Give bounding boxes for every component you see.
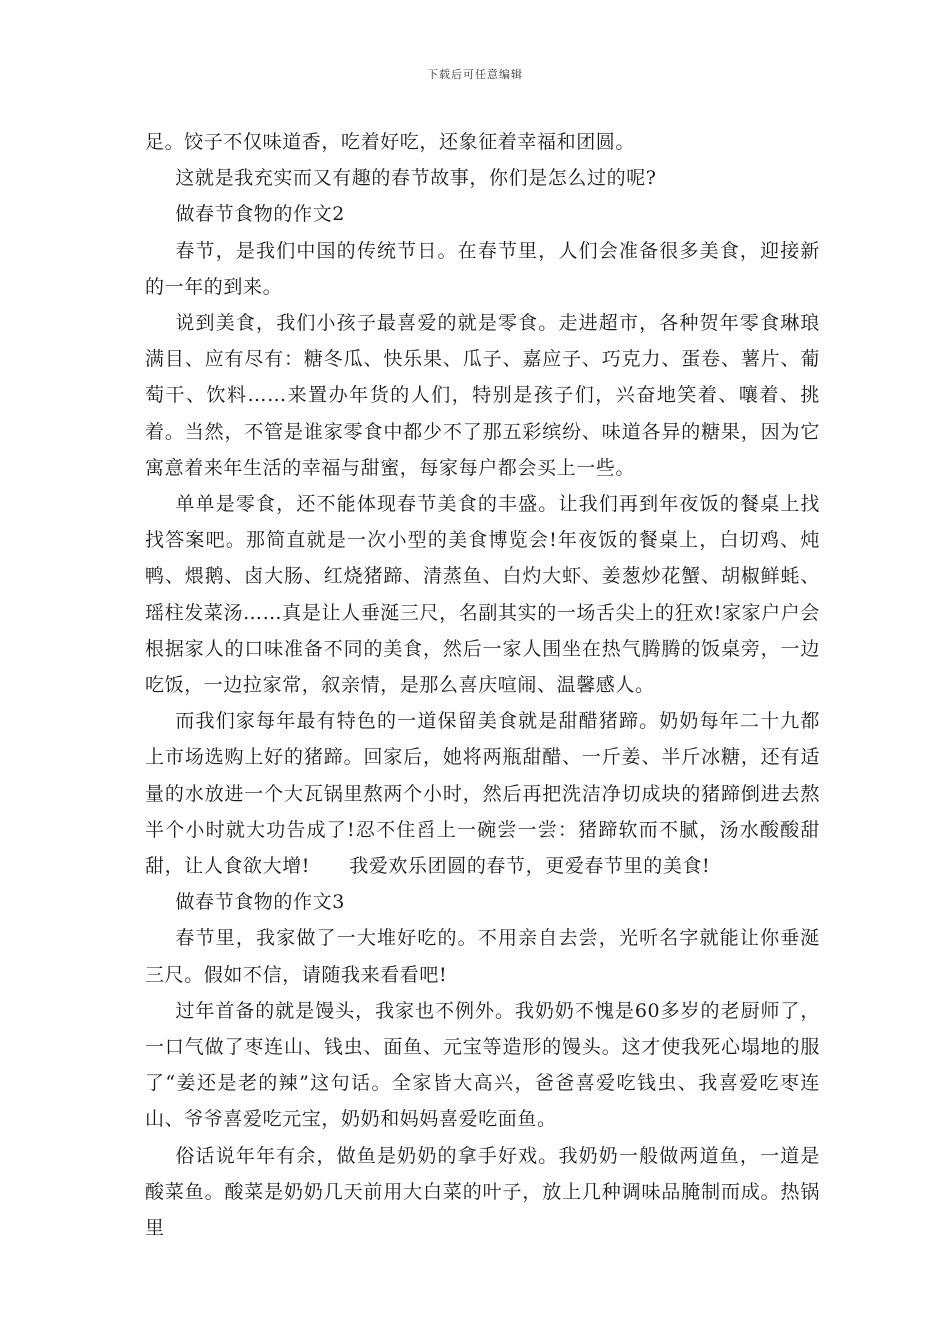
- paragraph: 而我们家每年最有特色的一道保留美食就是甜醋猪蹄。奶奶每年二十九都上市场选购上好的猪蹄。回家后，她将两瓶甜醋、一斤姜、半斤冰糖，还有适量的水放进一个大瓦锅里熬两个小时，然后再把洗洁净切成块的猪蹄倒进去熬半个小时就大功告成了!忍不住舀上一碗尝一尝：猪蹄软而不腻，汤水酸酸甜甜，让人食欲大增! 我爱欢乐团圆的春节，更爱春节里的美食!: [145, 710, 820, 878]
- document-body: [145, 124, 820, 1246]
- paragraph: 足。饺子不仅味道香，吃着好吃，还象征着幸福和团圆。: [145, 131, 636, 153]
- paragraph: 过年首备的就是馒头，我家也不例外。我奶奶不愧是60多岁的老厨师了，一口气做了枣连山、钱虫、面鱼、元宝等造形的馒头。这才使我死心塌地的服了“姜还是老的辣”这句话。全家皆大高兴，爸爸喜爱吃钱虫、我喜爱吃枣连山、爷爷喜爱吃元宝，奶奶和妈妈喜爱吃面鱼。: [145, 999, 820, 1131]
- paragraph: 这就是我充实而又有趣的春节故事，你们是怎么过的呢?: [175, 167, 657, 190]
- page-header: 下载后可任意编辑: [427, 68, 523, 81]
- paragraph: 春节，是我们中国的传统节日。在春节里，人们会准备很多美食，迎接新的一年的到来。: [145, 239, 820, 298]
- paragraph: 说到美食，我们小孩子最喜爱的就是零食。走进超市，各种贺年零食琳琅满目、应有尽有：糖冬瓜、快乐果、瓜子、嘉应子、巧克力、蛋卷、薯片、葡萄干、饮料……来置办年货的人们，特别是孩子们，兴奋地笑着、嚷着、挑着。当然，不管是谁家零食中都少不了那五彩缤纷、味道各异的糖果，因为它寓意着来年生活的幸福与甜蜜，每家每户都会买上一些。: [145, 312, 820, 479]
- paragraph: 俗话说年年有余，做鱼是奶奶的拿手好戏。我奶奶一般做两道鱼，一道是酸菜鱼。酸菜是奶奶几天前用大白菜的叶子，放上几种调味品腌制而成。热锅里: [145, 1144, 820, 1240]
- paragraph: 春节里，我家做了一大堆好吃的。不用亲自去尝，光听名字就能让你垂涎三尺。假如不信，请随我来看看吧!: [145, 927, 820, 986]
- section-heading: 做春节食物的作文2: [175, 203, 345, 226]
- section-heading: 做春节食物的作文3: [175, 891, 345, 914]
- paragraph: 单单是零食，还不能体现春节美食的丰盛。让我们再到年夜饭的餐桌上找找答案吧。那简直就是一次小型的美食博览会!年夜饭的餐桌上，白切鸡、炖鸭、煨鹅、卤大肠、红烧猪蹄、清蒸鱼、白灼大虾、姜葱炒花蟹、胡椒鲜蚝、瑶柱发菜汤……真是让人垂涎三尺，名副其实的一场舌尖上的狂欢!家家户户会根据家人的口味准备不同的美食，然后一家人围坐在热气腾腾的饭桌旁，一边吃饭，一边拉家常，叙亲情，是那么喜庆喧闹、温馨感人。: [145, 493, 820, 697]
